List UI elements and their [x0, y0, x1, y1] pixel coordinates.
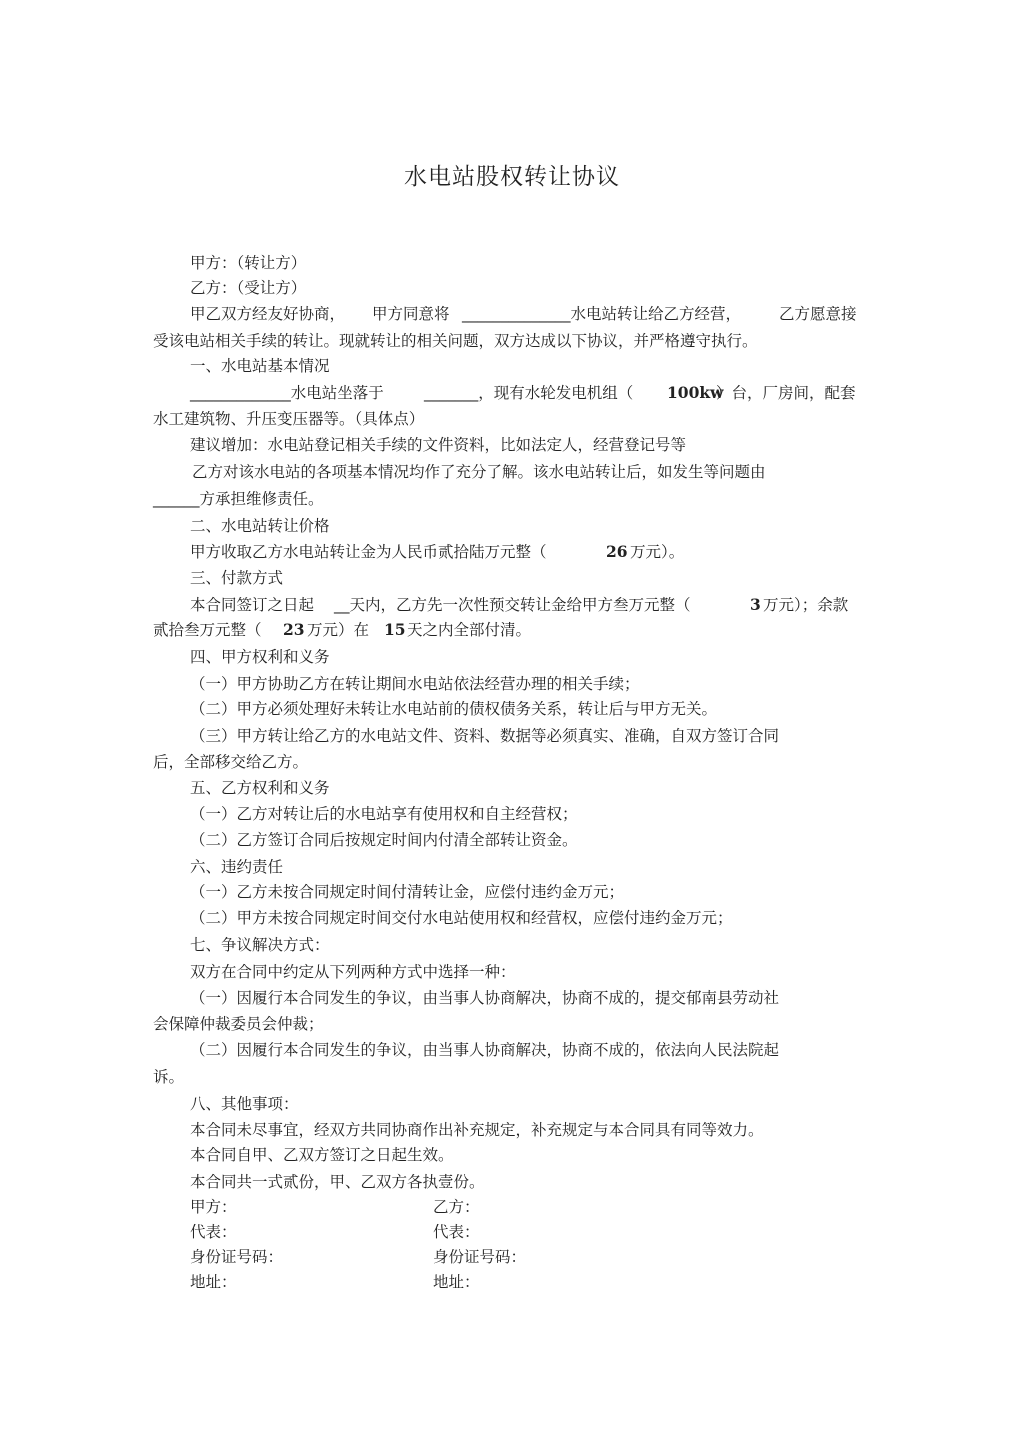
- signature-party-b: 乙方：: [433, 1198, 480, 1216]
- section-item: 会保障仲裁委员会仲裁；: [153, 1015, 324, 1033]
- section-text: ______方承担维修责任。: [153, 490, 324, 508]
- section-text: 万元）。: [630, 543, 685, 561]
- section-heading: 七、争议解决方式：: [190, 936, 330, 954]
- section-heading: 四、甲方权利和义务: [190, 648, 330, 666]
- section-value: 26: [606, 542, 628, 561]
- intro-text: 甲方同意将: [372, 305, 450, 323]
- signature-rep-b: 代表：: [433, 1223, 480, 1241]
- intro-text: ______________水电站转让给乙方经营，: [462, 305, 742, 323]
- section-heading: 六、违约责任: [190, 858, 284, 876]
- section-value: 23: [283, 620, 305, 639]
- section-heading: 二、水电站转让价格: [190, 517, 330, 535]
- signature-id-b: 身份证号码：: [433, 1248, 527, 1266]
- section-text: 万元）；余款: [763, 596, 849, 614]
- section-text: 甲方收取乙方水电站转让金为人民币贰拾陆万元整（: [190, 543, 547, 561]
- section-text: __天内，乙方先一次性预交转让金给甲方叁万元整（: [334, 596, 691, 614]
- section-text: 双方在合同中约定从下列两种方式中选择一种：: [190, 963, 516, 981]
- intro-text: 乙方愿意接: [779, 305, 857, 323]
- section-heading: 八、其他事项：: [190, 1095, 299, 1113]
- section-text: 乙方对该水电站的各项基本情况均作了充分了解。该水电站转让后，如发生等问题由: [192, 463, 766, 481]
- section-text: 水工建筑物、升压变压器等。（具体点）: [153, 410, 425, 428]
- section-text: 本合同签订之日起: [190, 596, 315, 614]
- suggestion-note: 建议增加：水电站登记相关手续的文件资料，比如法定人，经营登记号等: [190, 436, 687, 454]
- intro-text: 受该电站相关手续的转让。现就转让的相关问题，双方达成以下协议，并严格遵守执行。: [153, 332, 758, 350]
- section-value: 15: [384, 620, 406, 639]
- signature-party-a: 甲方：: [190, 1198, 237, 1216]
- document-title: 水电站股权转让协议: [404, 164, 620, 190]
- section-item: （三）甲方转让给乙方的水电站文件、资料、数据等必须真实、准确，自双方签订合同: [190, 727, 780, 745]
- section-text: _______，现有水轮发电机组（: [424, 384, 634, 402]
- section-item: （一）乙方未按合同规定时间付清转让金，应偿付违约金万元；: [190, 883, 625, 901]
- section-heading: 三、付款方式: [190, 569, 284, 587]
- party-b-line: 乙方：（受让方）: [190, 279, 307, 297]
- section-item: （一）甲方协助乙方在转让期间水电站依法经营办理的相关手续；: [190, 675, 640, 693]
- section-text: ）台，厂房间，配套: [716, 384, 856, 402]
- section-text: 本合同未尽事宜，经双方共同协商作出补充规定，补充规定与本合同具有同等效力。: [190, 1121, 764, 1139]
- section-item: （一）乙方对转让后的水电站享有使用权和自主经营权；: [190, 805, 578, 823]
- section-value: 3: [750, 595, 761, 614]
- section-text: _____________水电站坐落于: [190, 384, 384, 402]
- signature-id-a: 身份证号码：: [190, 1248, 284, 1266]
- section-item: （二）乙方签订合同后按规定时间内付清全部转让资金。: [190, 831, 578, 849]
- section-heading: 五、乙方权利和义务: [190, 779, 330, 797]
- section-text: 万元）在: [307, 621, 370, 639]
- signature-address-a: 地址：: [190, 1273, 237, 1291]
- signature-address-b: 地址：: [433, 1273, 480, 1291]
- section-value: 100kw: [667, 383, 724, 402]
- section-text: 天之内全部付清。: [407, 621, 532, 639]
- section-item: （二）甲方未按合同规定时间交付水电站使用权和经营权，应偿付违约金万元；: [190, 909, 733, 927]
- section-item: （二）甲方必须处理好未转让水电站前的债权债务关系，转让后与甲方无关。: [190, 700, 718, 718]
- section-item: 后，全部移交给乙方。: [153, 753, 309, 771]
- section-text: 本合同共一式贰份，甲、乙双方各执壹份。: [190, 1173, 485, 1191]
- section-text: 本合同自甲、乙双方签订之日起生效。: [190, 1146, 454, 1164]
- intro-text: 甲乙双方经友好协商，: [190, 305, 346, 323]
- section-heading: 一、水电站基本情况: [190, 357, 330, 375]
- section-item: （一）因履行本合同发生的争议，由当事人协商解决，协商不成的，提交郁南县劳动社: [190, 989, 780, 1007]
- party-a-line: 甲方：（转让方）: [190, 254, 307, 272]
- section-text: 贰拾叁万元整（: [153, 621, 262, 639]
- signature-rep-a: 代表：: [190, 1223, 237, 1241]
- section-item: 诉。: [153, 1068, 185, 1086]
- section-item: （二）因履行本合同发生的争议，由当事人协商解决，协商不成的，依法向人民法院起: [190, 1041, 780, 1059]
